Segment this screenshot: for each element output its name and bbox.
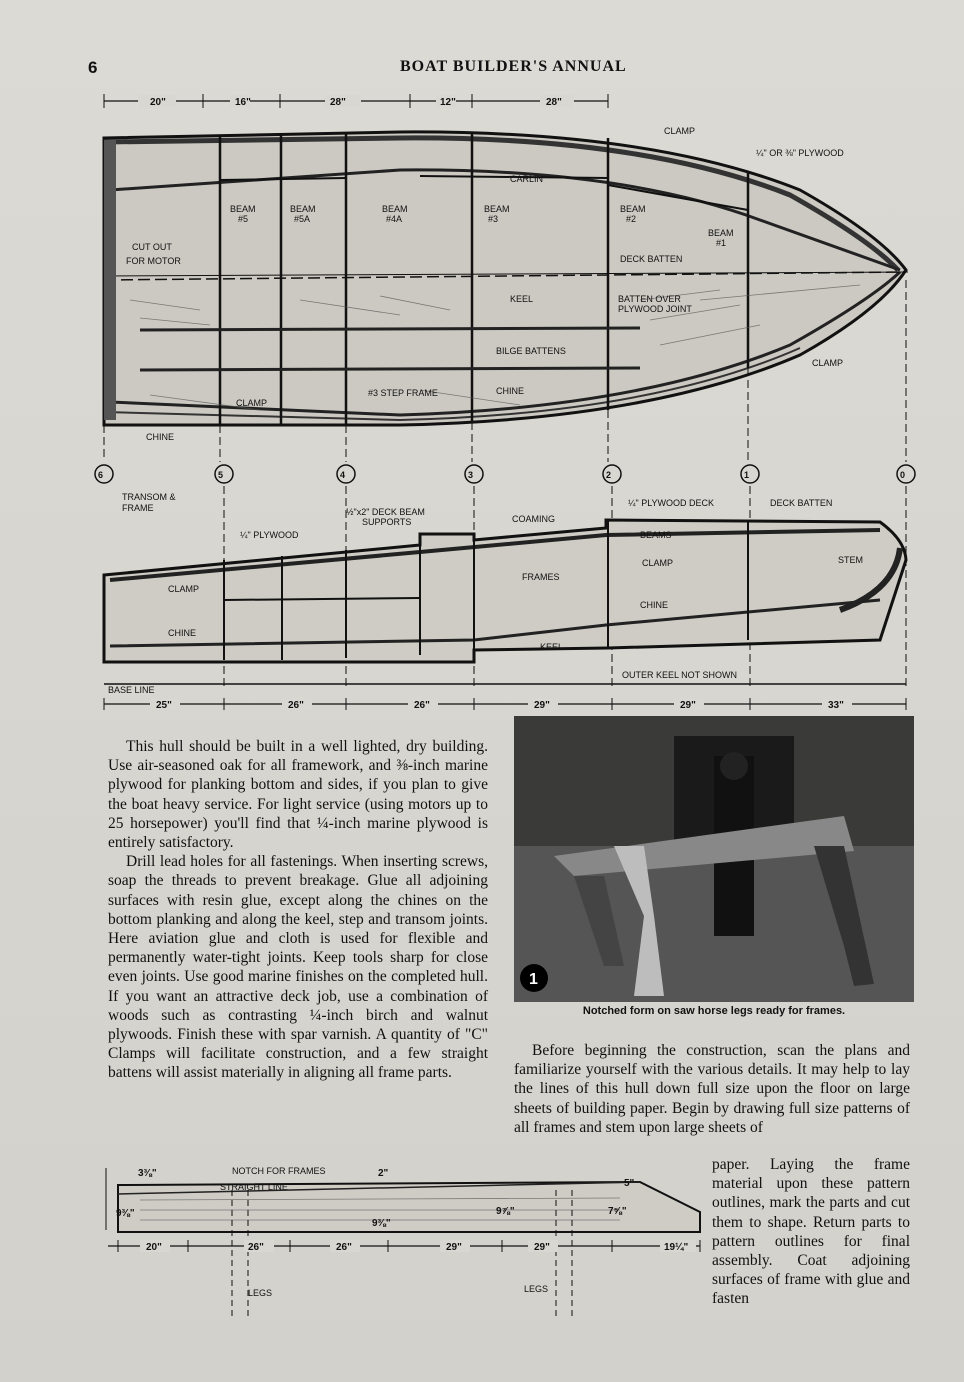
form-dim-h1: 9⅜" [116,1208,135,1219]
paragraph-4: paper. Laying the frame material upon these pattern outlines, mark the parts and cut them to shape. Return parts to pattern outlines for final assembly. Coat adjoining surfaces of frame with glue and fasten [712,1156,910,1308]
form-dim-b1: 20" [146,1242,162,1253]
label-straight-line: STRAIGHT LINE [220,1182,288,1192]
form-dim-d3: 5" [624,1178,635,1189]
side-dim-1: 25" [156,700,172,711]
label-deckbeam-1: ½"x2" DECK BEAM [346,507,425,517]
form-dim-b4: 29" [446,1242,462,1253]
form-dim-h3: 9⅞" [496,1206,515,1217]
label-beam1: BEAM [708,228,734,238]
label-beam2: BEAM [620,204,646,214]
label-transom-2: FRAME [122,503,154,513]
label-beam3-num: #3 [488,214,499,224]
label-batten-over-1: BATTEN OVER [618,294,681,304]
side-dim-3: 26" [414,700,430,711]
side-dim-6: 33" [828,700,844,711]
label-cutout-2: FOR MOTOR [126,256,181,266]
form-dim-b3: 26" [336,1242,352,1253]
page-number: 6 [88,58,98,77]
label-clamp-side-left: CLAMP [168,584,200,594]
label-deck-batten-side: DECK BATTEN [770,498,833,508]
label-beam5: BEAM [230,204,256,214]
label-clamp-bottom: CLAMP [236,398,268,408]
label-transom-1: TRANSOM & [122,492,176,502]
paragraph-3: Before beginning the construction, scan the plans and familiarize yourself with the various details. It may help to lay the lines of this hull down full size upon the floor on large sheets of building paper. Begin by drawing full size patterns of all frames and stem upon large sheets of [514,1042,910,1136]
photo-sawhorse [514,716,914,1002]
label-plywood-side: ¼" PLYWOOD [240,530,299,540]
station-markers [0,462,964,486]
body-column-right [514,1041,910,1137]
label-cutout-1: CUT OUT [132,242,172,252]
label-beam1-num: #1 [716,238,727,248]
top-dim-1: 20" [150,97,166,108]
label-frames: FRAMES [522,572,560,582]
photo-badge: 1 [529,971,538,988]
label-deckbeam-2: SUPPORTS [362,517,412,527]
label-clamp-top: CLAMP [664,126,696,136]
side-view-drawing [0,486,964,714]
page-title: BOAT BUILDER'S ANNUAL [400,58,627,75]
station-2: 2 [606,470,612,480]
label-beam4a: BEAM [382,204,408,214]
label-clamp-right: CLAMP [812,358,844,368]
form-dim-d2: 2" [378,1168,389,1179]
top-dim-3: 28" [330,97,346,108]
body-column-left [108,737,488,1083]
side-dim-4: 29" [534,700,550,711]
station-1: 1 [744,470,750,480]
form-dim-h4: 7⅝" [608,1206,627,1217]
label-notch: NOTCH FOR FRAMES [232,1166,326,1176]
label-base-line: BASE LINE [108,685,155,695]
label-beam4a-num: #4A [386,214,403,224]
label-beam5a-num: #5A [294,214,311,224]
paragraph-1: This hull should be built in a well lighted, dry building. Use air-seasoned oak for all framework, and ⅜-inch marine plywood for planking bottom and sides, if you plan to give the boat heavy service. For light service (using motors up to 25 horsepower) you'll find that ¼-inch marine plywood is entirely satisfactory. [108,738,488,852]
side-dim-5: 29" [680,700,696,711]
label-step-frame: #3 STEP FRAME [368,388,438,398]
station-0: 0 [900,470,906,480]
label-chine-side-right: CHINE [640,600,669,610]
station-5: 5 [218,470,224,480]
form-dim-h2: 9⅜" [372,1218,391,1229]
label-keel-side: KEEL [540,642,564,652]
label-beam5-num: #5 [238,214,249,224]
label-batten-over-2: PLYWOOD JOINT [618,304,692,314]
body-column-right-continued [712,1155,910,1309]
label-carlin: CARLIN [510,174,544,184]
label-chine-top: CHINE [496,386,525,396]
label-legs-right: LEGS [524,1284,549,1294]
label-keel-top: KEEL [510,294,534,304]
label-beam5a: BEAM [290,204,316,214]
top-dim-2: 16" [235,97,251,108]
label-deck-batten-top: DECK BATTEN [620,254,683,264]
station-3: 3 [468,470,474,480]
form-dim-d1: 3⅜" [138,1168,157,1179]
label-outer-keel: OUTER KEEL NOT SHOWN [622,670,738,680]
label-chine-side-left: CHINE [168,628,197,638]
form-dim-b6: 19¼" [664,1242,689,1253]
side-dim-2: 26" [288,700,304,711]
paragraph-2: Drill lead holes for all fastenings. When inserting screws, soap the threads to prevent breakage. Glue all adjoining surfaces with resin glue, except along the chines on the bottom planking and along the keel, step and transom joints. Here aviation glue and cloth is used for flexible and permanently water-tight joints. Keep tools sharp for close even joints. Use good marine finishes on the completed hull. If you want an attractive deck job, use a combination of woods such as contrasting ¼-inch birch and walnut plywoods. Finish these with spar varnish. A quantity of "C" Clamps will facilitate construction, and a few straight battens will assist materially in aligning all frame parts. [108,853,488,1082]
label-bilge-battens: BILGE BATTENS [496,346,566,356]
label-stem: STEM [838,555,864,565]
label-beams: BEAMS [640,530,672,540]
top-dim-4: 12" [440,97,456,108]
form-diagram [96,1158,706,1380]
station-4: 4 [340,470,346,480]
label-legs-left: LEGS [248,1288,273,1298]
label-beam3: BEAM [484,204,510,214]
label-clamp-side-right: CLAMP [642,558,674,568]
label-chine-bottom: CHINE [146,432,175,442]
label-coaming: COAMING [512,514,556,524]
label-beam2-num: #2 [626,214,637,224]
photo-caption: Notched form on saw horse legs ready for frames. [582,1005,846,1017]
form-dim-b5: 29" [534,1242,550,1253]
station-6: 6 [98,470,104,480]
page-header [0,58,964,82]
label-plywood-deck: ¼" PLYWOOD DECK [628,498,715,508]
form-dim-b2: 26" [248,1242,264,1253]
label-plywood-top: ¼" OR ⅜" PLYWOOD [756,148,844,158]
top-dim-5: 28" [546,97,562,108]
